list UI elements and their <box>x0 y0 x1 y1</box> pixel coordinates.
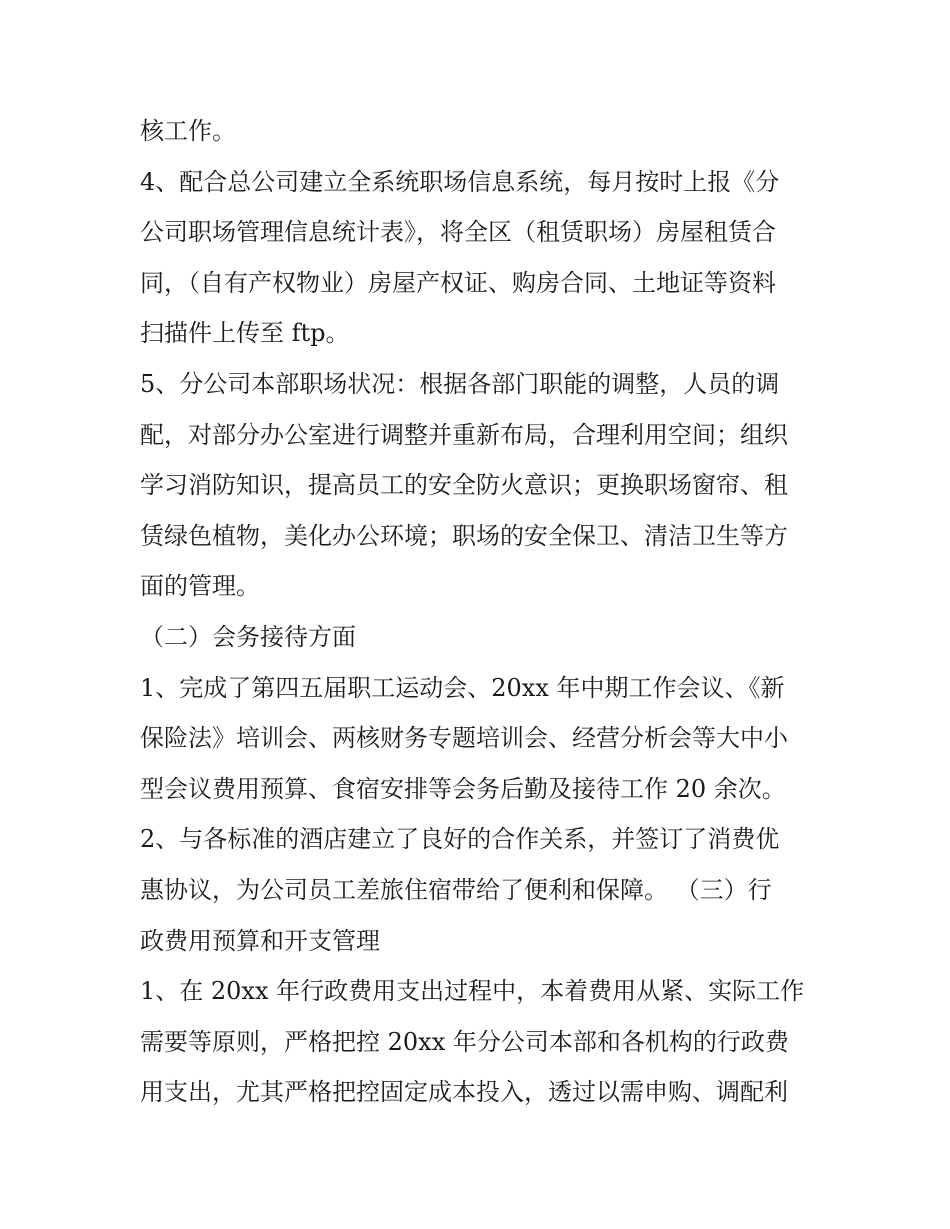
text-line: 2、与各标准的酒店建立了良好的合作关系，并签订了消费优 <box>140 825 780 854</box>
text-line: 1、完成了第四五届职工运动会、20xx 年中期工作会议、《新 <box>140 673 785 702</box>
text-line: 5、分公司本部职场状况：根据各部门职能的调整，人员的调 <box>140 369 780 398</box>
text-line: 面的管理。 <box>140 572 260 601</box>
text-line: 赁绿色植物，美化办公环境；职场的安全保卫、清洁卫生等方 <box>140 521 788 550</box>
text-line: 惠协议，为公司员工差旅住宿带给了便利和保障。 （三）行 <box>140 875 772 904</box>
text-line: 4、配合总公司建立全系统职场信息系统，每月按时上报《分 <box>140 167 780 196</box>
document-body <box>140 106 820 1118</box>
text-line: 核工作。 <box>140 117 236 145</box>
text-line: 政费用预算和开支管理 <box>140 926 380 955</box>
text-line: 型会议费用预算、食宿安排等会务后勤及接待工作 20 余次。 <box>140 774 786 803</box>
text-line: 扫描件上传至 ftp。 <box>140 319 350 348</box>
text-line: 保险法》培训会、两核财务专题培训会、经营分析会等大中小 <box>140 724 788 753</box>
text-line: 公司职场管理信息统计表》，将全区（租赁职场）房屋租赁合 <box>140 218 776 247</box>
section-heading: （二）会务接待方面 <box>140 622 356 651</box>
text-line: 配，对部分办公室进行调整并重新布局，合理利用空间；组织 <box>140 420 788 449</box>
text-line: 1、在 20xx 年行政费用支出过程中，本着费用从紧、实际工作 <box>140 977 805 1006</box>
text-line: 同，（自有产权物业）房屋产权证、购房合同、土地证等资料 <box>140 268 776 297</box>
text-line: 学习消防知识，提高员工的安全防火意识；更换职场窗帘、租 <box>140 471 788 500</box>
text-line: 用支出，尤其严格把控固定成本投入，透过以需申购、调配利 <box>140 1078 788 1107</box>
text-line: 需要等原则，严格把控 20xx 年分公司本部和各机构的行政费 <box>140 1027 789 1056</box>
